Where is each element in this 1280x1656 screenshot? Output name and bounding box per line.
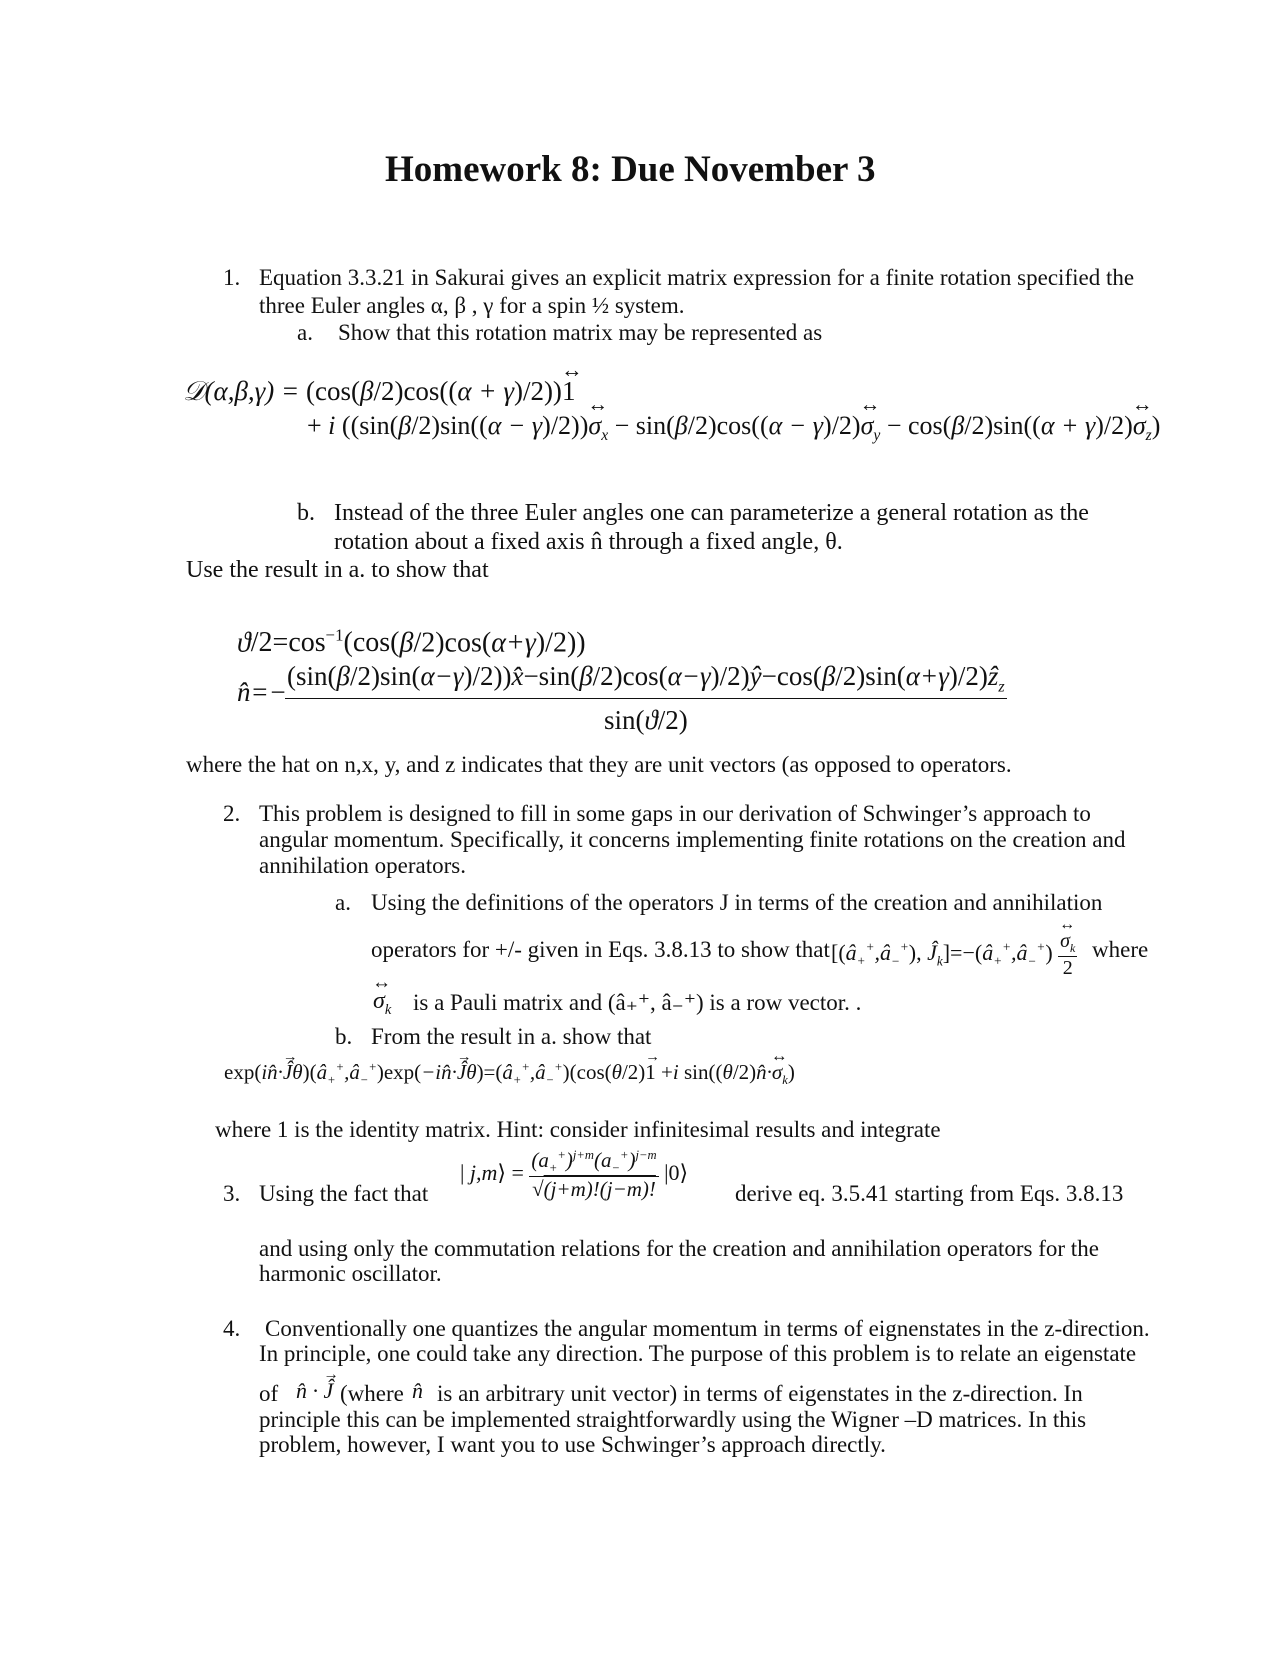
- problem-1-number: 1.: [223, 265, 241, 290]
- problem-3-line-2: and using only the commutation relations for the creation and annihilation operators for the: [259, 1236, 1099, 1261]
- problem-1b-line-2: rotation about a fixed axis n̂ through a fixed angle, θ.: [334, 529, 843, 555]
- problem-4-line-5: problem, however, I want you to use Schwinger’s approach directly.: [259, 1432, 886, 1457]
- problem-1a-label: a.: [297, 320, 313, 345]
- n-dot-j-expression: n̂ · → Ĵ: [296, 1378, 333, 1404]
- problem-2-line-3: annihilation operators.: [259, 853, 466, 878]
- problem-2a-line-2: operators for +/- given in Eqs. 3.8.13 to show that: [371, 937, 830, 962]
- n-hat-symbol: n̂: [412, 1378, 423, 1403]
- page-title: Homework 8: Due November 3: [385, 149, 876, 190]
- equation-rotation-operators: exp(in̂·→ $Ĵ\theta)(â_+^+,â_-^+)\exp(-in̂\cdot\to$ $Ĵ\theta)=(â_+^+,â_-^+)(\cos(\theta/2)\to 1 +i$ sin((θ/2)n̂·↔ $\sigma_k$): [224, 1060, 795, 1088]
- problem-1a-text: Show that this rotation matrix may be represented as: [338, 320, 823, 345]
- problem-2b-hint: where 1 is the identity matrix. Hint: consider infinitesimal results and integrate: [215, 1117, 941, 1142]
- problem-2-line-1: This problem is designed to fill in some gaps in our derivation of Schwinger’s approach to: [259, 801, 1091, 826]
- use-result-text: Use the result in a. to show that: [186, 557, 489, 583]
- where-word: where: [1092, 937, 1149, 962]
- problem-4-line-4: principle this can be implemented straightforwardly using the Wigner –D matrices. In this: [259, 1407, 1087, 1432]
- problem-1b-label: b.: [297, 500, 315, 526]
- equation-rotation-matrix-line-2: + i ((sin(β/2)sin((α − γ)/2))↔ $\sigma_x - \sin(\beta/2)\cos((\alpha$ − γ)/2)↔ $\sigma_y - \cos(\beta/2)\sin((\alpha$ + γ)/2)↔ $\sigma_z$): [307, 411, 1160, 445]
- problem-2a-line-3: is a Pauli matrix and (â₊⁺, â₋⁺) is a row vector. .: [413, 990, 862, 1015]
- problem-3-line-3: harmonic oscillator.: [259, 1261, 442, 1286]
- problem-4-number: 4.: [223, 1316, 241, 1341]
- problem-2-line-2: angular momentum. Specifically, it concerns implementing finite rotations on the creation and: [259, 827, 1126, 852]
- equation-jm-state: | j,m⟩ = $\frac{(a_+^+)^{j+m}(a_-^+)^{j-m}}{√(j+m)!(j-m)!}$ |0⟩: [460, 1148, 689, 1202]
- problem-2-number: 2.: [223, 801, 241, 826]
- problem-2a-label: a.: [335, 890, 351, 915]
- problem-1b-line-1: Instead of the three Euler angles one can parameterize a general rotation as the: [334, 500, 1089, 526]
- problem-4-line-3-b: (where: [340, 1381, 404, 1406]
- equation-n-hat-lhs: n̂=−: [237, 677, 287, 707]
- unit-vector-note: where the hat on n,x, y, and z indicates that they are unit vectors (as opposed to operators.: [186, 752, 1012, 777]
- equation-rotation-matrix-line-1: 𝒟(α,β,γ) = (cos(β/2)cos((α + γ)/2))↔ 1: [183, 376, 575, 408]
- commutator-expression: [$(â_+^+,â_-^+)$, $Ĵ_k]=-(â_+^+,â_-^+)$ ↔ $\frac{\sigma_k}{2}$: [831, 930, 1077, 980]
- equation-theta: $ϑ/2=\cos^{-1}(\cos(\beta/2)\cos(\alpha+\gamma)/2)$): [237, 626, 586, 659]
- problem-4-line-1: Conventionally one quantizes the angular momentum in terms of eignenstates in the z-direction.: [265, 1316, 1150, 1341]
- problem-2b-text: From the result in a. show that: [371, 1024, 652, 1049]
- equation-n-hat-fraction: (sin(β/2)sin(α−γ)/2))x̂−sin(β/2)cos(α−γ)/2)ŷ−cos(β/2)sin(α+γ)/2)ẑ$_z$ sin(ϑ/2): [287, 661, 1005, 736]
- problem-4-line-2: In principle, one could take any direction. The purpose of this problem is to relate an eigenstate: [259, 1341, 1137, 1366]
- problem-2a-line-1: Using the definitions of the operators J in terms of the creation and annihilation: [371, 890, 1103, 915]
- sigma-k-symbol: ↔ $\sigma_k$: [373, 988, 391, 1019]
- problem-1-line-2: three Euler angles α, β , γ for a spin ½ system.: [259, 293, 685, 318]
- problem-3-post: derive eq. 3.5.41 starting from Eqs. 3.8.13: [735, 1181, 1124, 1206]
- problem-1-line-1: Equation 3.3.21 in Sakurai gives an explicit matrix expression for a finite rotation specified the: [259, 265, 1135, 290]
- problem-3-pre: Using the fact that: [259, 1181, 429, 1206]
- problem-3-number: 3.: [223, 1181, 241, 1206]
- problem-4-line-3-c: is an arbitrary unit vector) in terms of eigenstates in the z-direction. In: [437, 1381, 1083, 1406]
- problem-2b-label: b.: [335, 1024, 353, 1049]
- problem-4-line-3-a: of: [259, 1381, 279, 1406]
